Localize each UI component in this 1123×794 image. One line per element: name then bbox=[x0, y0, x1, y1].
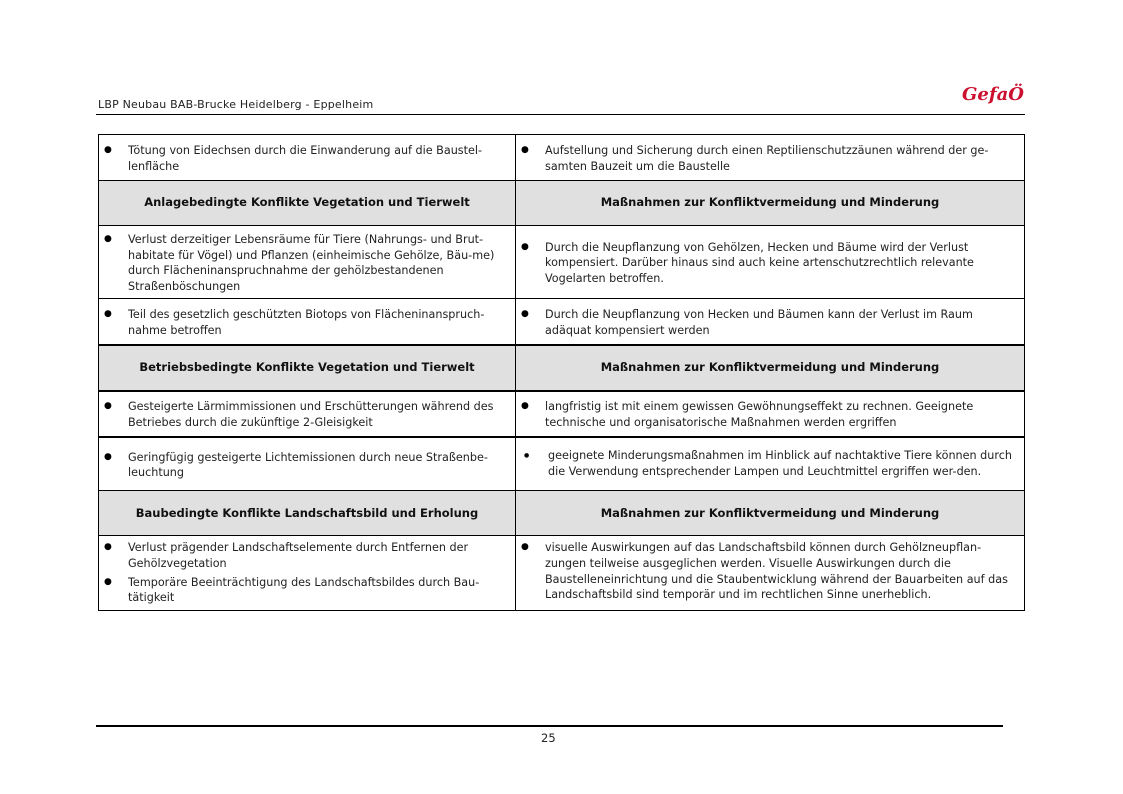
bullet-icon: ● bbox=[521, 542, 529, 553]
section-header-conflicts: Betriebsbedingte Konflikte Vegetation und Tierwelt bbox=[99, 345, 516, 391]
page-number: 25 bbox=[541, 731, 556, 745]
section-header-conflicts: Baubedingte Konflikte Landschaftsbild und Erholung bbox=[99, 491, 516, 536]
bullet-item: ● geeignete Minderungsmaßnahmen im Hinblick auf nachtaktive Tiere können durch die Verwendung entsprechender Lampen und Leuchtmittel ergriffen wer-den. bbox=[520, 448, 1016, 479]
bullet-icon: ● bbox=[104, 144, 112, 155]
bullet-icon: ● bbox=[104, 401, 112, 412]
section-header-row bbox=[99, 345, 1025, 391]
section-header-row bbox=[99, 181, 1025, 226]
table-row bbox=[99, 437, 1025, 491]
table-row bbox=[99, 536, 1025, 610]
table-row bbox=[99, 299, 1025, 345]
bullet-item: ● Aufstellung und Sicherung durch einen Reptilienschutzzäunen während der ge-samten Bauzeit um die Baustelle bbox=[521, 143, 989, 173]
bullet-icon: ● bbox=[521, 241, 529, 252]
measure-cell bbox=[516, 299, 1025, 345]
conflict-cell bbox=[99, 536, 516, 610]
section-header-conflicts: Anlagebedingte Konflikte Vegetation und Tierwelt bbox=[99, 181, 516, 226]
section-header-measures: Maßnahmen zur Konfliktvermeidung und Minderung bbox=[516, 181, 1025, 226]
bullet-item: ● visuelle Auswirkungen auf das Landschaftsbild können durch Gehölzneupflan-zungen teilweise ausgeglichen werden. Visuelle Auswirkungen durch die Baustelleneinrichtung und die Staubentwicklung während der Bauarbeiten auf das Landschaftsbild sind temporär und im rechtlichen Sinne unerheblich. bbox=[521, 541, 1008, 602]
bullet-item: ● Gesteigerte Lärmimmissionen und Erschütterungen während des Betriebes durch die zukünftige 2-Gleisigkeit bbox=[104, 400, 494, 429]
table-row bbox=[99, 135, 1025, 181]
bullet-icon: ● bbox=[524, 452, 530, 460]
measure-cell bbox=[516, 226, 1025, 299]
bullet-item: ● Durch die Neupflanzung von Gehölzen, Hecken und Bäume wird der Verlust kompensiert. Darüber hinaus sind auch keine artenschutzrechtlich relevante Vogelarten betroffen. bbox=[521, 240, 974, 285]
bullet-icon: ● bbox=[104, 309, 112, 320]
bullet-icon: ● bbox=[521, 309, 529, 320]
conflict-cell bbox=[99, 299, 516, 345]
measure-cell bbox=[516, 536, 1025, 610]
table-row bbox=[99, 391, 1025, 437]
bullet-icon: ● bbox=[104, 576, 112, 587]
measure-cell bbox=[516, 437, 1025, 491]
conflict-cell bbox=[99, 135, 516, 181]
bullet-icon: ● bbox=[521, 401, 529, 412]
bullet-item: ● Verlust derzeitiger Lebensräume für Tiere (Nahrungs- und Brut-habitate für Vögel) und Pflanzen (einheimische Gehölze, Bäu-me) durch Flächeninanspruchnahme der gehölzbestandenen Straßenböschungen bbox=[104, 233, 495, 293]
bullet-icon: ● bbox=[104, 234, 112, 244]
section-header-row bbox=[99, 491, 1025, 536]
measure-cell bbox=[516, 135, 1025, 181]
bullet-item: ● Durch die Neupflanzung von Hecken und Bäumen kann der Verlust im Raum adäquat kompensiert werden bbox=[521, 308, 973, 337]
bullet-item: ● Teil des gesetzlich geschützten Biotops von Flächeninanspruch-nahme betroffen bbox=[104, 308, 485, 337]
bullet-icon: ● bbox=[104, 451, 112, 462]
conflict-cell bbox=[99, 226, 516, 299]
measure-cell bbox=[516, 391, 1025, 437]
bullet-icon: ● bbox=[104, 542, 112, 553]
bullet-item: ● Geringfügig gesteigerte Lichtemissionen durch neue Straßenbe-leuchtung bbox=[104, 450, 488, 480]
bullet-item: ● langfristig ist mit einem gewissen Gewöhnungseffekt zu rechnen. Geeignete technische und organisatorische Maßnahmen werden ergriffen bbox=[521, 400, 974, 429]
gefao-logo: GefaÖ bbox=[962, 84, 1024, 105]
bullet-item: ● Temporäre Beeinträchtigung des Landschaftsbildes durch Bau-tätigkeit bbox=[104, 575, 480, 605]
bullet-item: ● Tötung von Eidechsen durch die Einwanderung auf die Baustel-lenfläche bbox=[104, 143, 483, 173]
bullet-icon: ● bbox=[521, 144, 529, 155]
conflict-cell bbox=[99, 391, 516, 437]
section-header-measures: Maßnahmen zur Konfliktvermeidung und Minderung bbox=[516, 491, 1025, 536]
conflicts-measures-table bbox=[98, 134, 1025, 611]
header-divider bbox=[96, 114, 1025, 115]
document-header-title: LBP Neubau BAB-Brucke Heidelberg - Eppelheim bbox=[98, 98, 374, 111]
conflict-cell bbox=[99, 437, 516, 491]
section-header-measures: Maßnahmen zur Konfliktvermeidung und Minderung bbox=[516, 345, 1025, 391]
footer-divider bbox=[96, 725, 1003, 727]
bullet-item: ● Verlust prägender Landschaftselemente durch Entfernen der Gehölzvegetation bbox=[104, 541, 469, 570]
table-row bbox=[99, 226, 1025, 299]
